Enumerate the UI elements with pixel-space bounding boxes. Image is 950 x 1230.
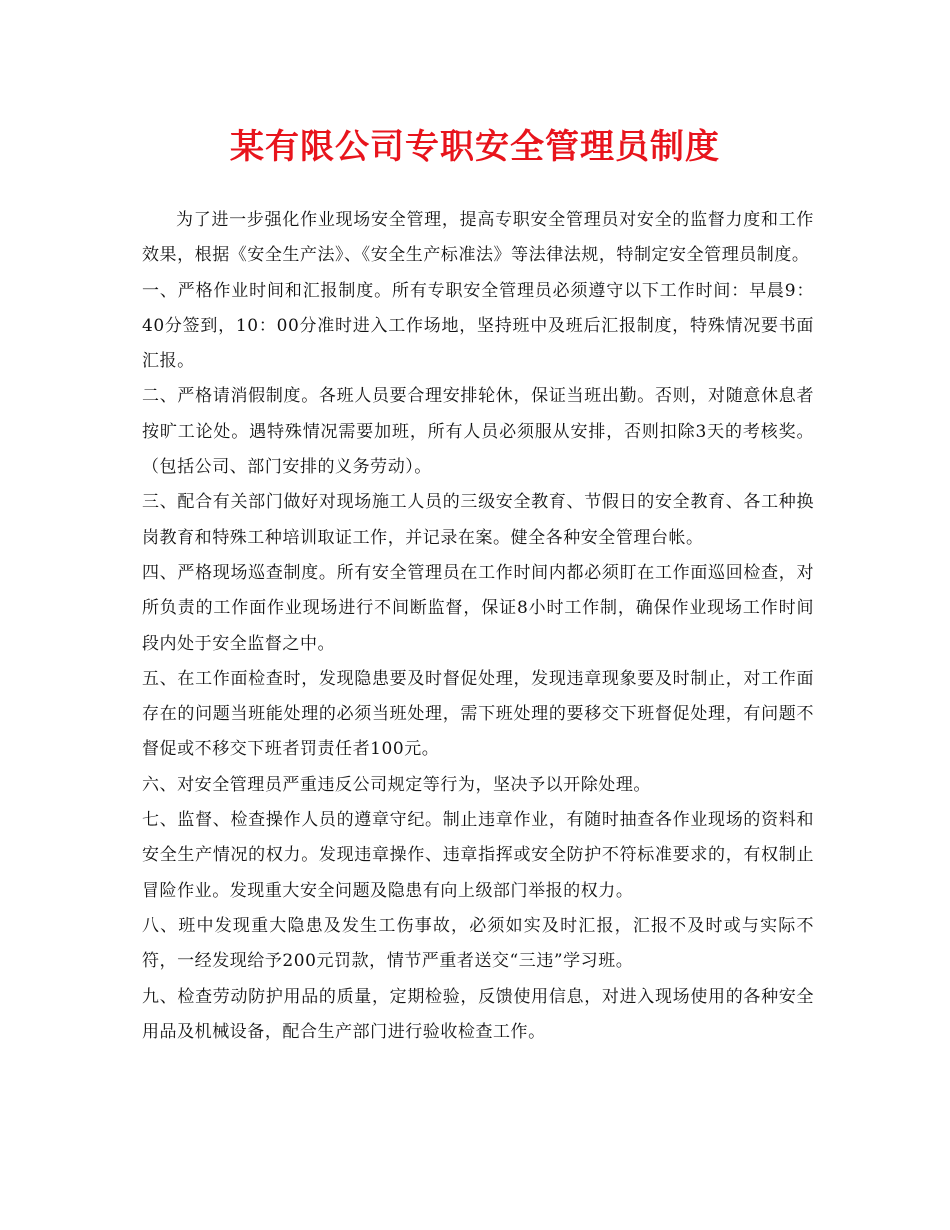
clause-paragraph: 八、班中发现重大隐患及发生工伤事故，必须如实及时汇报，汇报不及时或与实际不符，一经发现给予200元罚款，情节严重者送交“三违”学习班。 [142,915,814,972]
intro-paragraph: 为了进一步强化作业现场安全管理，提高专职安全管理员对安全的监督力度和工作效果，根据《安全生产法》、《安全生产标准法》等法律法规，特制定安全管理员制度。 [142,210,814,266]
clause-paragraph: 二、严格请消假制度。各班人员要合理安排轮休，保证当班出勤。否则，对随意休息者按旷工论处。遇特殊情况需要加班，所有人员必须服从安排，否则扣除3天的考核奖。（包括公司、部门安排的义务劳动）。 [142,386,814,478]
document-title: 某有限公司专职安全管理员制度 [230,127,720,167]
clause-paragraph: 五、在工作面检查时，发现隐患要及时督促处理，发现违章现象要及时制止，对工作面存在的问题当班能处理的必须当班处理，需下班处理的要移交下班督促处理，有问题不督促或不移交下班者罚责任者100元。 [142,668,814,760]
clause-paragraph: 三、配合有关部门做好对现场施工人员的三级安全教育、节假日的安全教育、各工种换岗教育和特殊工种培训取证工作，并记录在案。健全各种安全管理台帐。 [142,492,814,548]
clause-paragraph: 七、监督、检查操作人员的遵章守纪。制止违章作业，有随时抽查各作业现场的资料和安全生产情况的权力。发现违章操作、违章指挥或安全防护不符标准要求的，有权制止冒险作业。发现重大安全问题及隐患有向上级部门举报的权力。 [142,810,814,901]
clause-paragraph: 九、检查劳动防护用品的质量，定期检验，反馈使用信息，对进入现场使用的各种安全用品及机械设备，配合生产部门进行验收检查工作。 [142,986,814,1042]
document-body [142,203,814,1050]
clause-paragraph: 四、严格现场巡查制度。所有安全管理员在工作时间内都必须盯在工作面巡回检查，对所负责的工作面作业现场进行不间断监督，保证8小时工作制，确保作业现场工作时间段内处于安全监督之中。 [142,562,814,654]
clause-paragraph: 一、严格作业时间和汇报制度。所有专职安全管理员必须遵守以下工作时间：早晨9：40分签到，10：00分准时进入工作场地，坚持班中及班后汇报制度，特殊情况要书面汇报。 [142,280,814,372]
clause-paragraph: 六、对安全管理员严重违反公司规定等行为，坚决予以开除处理。 [142,774,651,795]
